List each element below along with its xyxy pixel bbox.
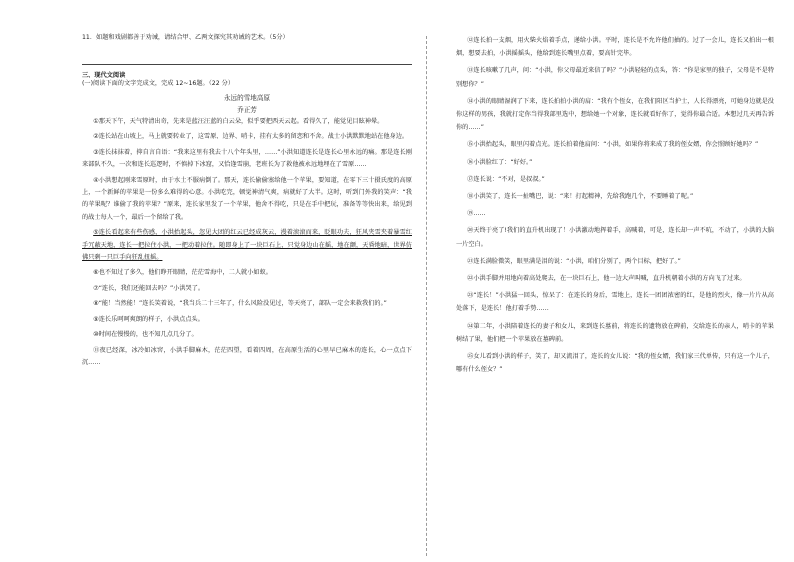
paragraph: ⑱小洪笑了，连长一扯嘴巴，说：“来！打起精神，先给我跑几个，不要睡着了呢。”: [467, 193, 694, 201]
paragraph: ⑭小洪的眼睛湿润了下来，连长拍拍小洪的肩：“我有个侄女，在我们阳区当护士，人长得漂亮，可她身边就是没你这样的男孩，我就打定你当得我部里选中，想给她一个对象，连长就看好你了，觉得你最合适。本想过几天再告诉你的……”: [456, 97, 774, 132]
paragraph: ④小洪想起刚来雪原时，由于水土不服病倒了。那天，连长偷偷塞给他一个苹果，要知道，在零下三十摄氏度的高原上，一个新鲜的苹果是一份多么难得的心意。小洪吃完，顿觉神清气爽，病就好了大半。这时，听到门外我的笑声：“我的苹果呢？谁偷了我的苹果？”原来，连长家里发了一个苹果，他舍不得吃，只是在手中把玩，准备等等快出来，给见到的战士每人一个，最后一个留给了我。: [82, 176, 412, 221]
paragraph: ⑥也不知过了多久，他们睁开眼睛，茫茫雪海中，二人就小如蚁。: [93, 269, 272, 277]
answer-line: [82, 64, 412, 65]
paragraph: ⑦“连长，我们还能回去吗？”小洪哭了。: [93, 284, 205, 292]
paragraph: ㉔第二年，小洪陪着连长的妻子和女儿，来到连长墓前，将连长的遗物放在碑前，交给连长的亲人，哨卡的苹果树结了果，他们把一个苹果放在墓碑前。: [456, 322, 774, 343]
paragraph: ⑧“能！当然能！”连长笑着说，“我当兵二十三年了，什么风险没见过，等天亮了，部队一定会来救我们的。”: [93, 300, 387, 308]
story-body-left: [82, 116, 412, 372]
paragraph: ⑰连长说：“不对，是叔叔。”: [467, 175, 545, 183]
story-title: 永远的雪地高原: [223, 94, 271, 102]
paragraph: ㉕女儿看到小洪的样子，笑了，却又流泪了，连长的女儿说：“我的侄女婿，我们家三代单传，只有这一个儿子，哪有什么侄女？”: [456, 353, 774, 374]
paragraph: ③连长抹抹着，抑自言自语：“我来这里有我去十八个年头里，……”小洪知道连长是连长心里永远的痛。那是连长刚来部队不久，一次和连长巡逻时，不慎掉下冰窟，又恰逢雪崩，老班长为了救他被永远地埋在了雪原……: [82, 148, 412, 169]
paragraph: ⑲……: [467, 210, 486, 218]
paragraph: ⑩时间在慢慢的，也不知几点几分了。: [93, 331, 198, 339]
paragraph: ⑨连长乐呵呵爽朗的样子，小洪点点头。: [93, 315, 204, 323]
paragraph-underlined: ⑤连长看起来有些伤感，小洪抬起头，忽见大团的红云已经成灰云，漫着滚滚而来，眨眼功夫，狂风夹雪夹着暴雪红手冗蔽天地，连长一把拉住小洪，一把动着拉住。随即身上了一块巨石上，只觉身边山在摇，地在颤，天昏地暗，世界仿佛只剩一只巨手向狂乱扭摇。: [82, 229, 412, 262]
paragraph: ①那天下午，天气特清出奇，先来是蓝汪汪蓝的白云朵，似乎要把西天云起。看得久了，能觉见目眩神晕。: [93, 118, 384, 125]
column-divider: [426, 36, 427, 556]
paragraph: ⑪夜已经深，冰冷如冰窖，小洪手脚麻木，茫茫四望，看着四周，在高原生活的心里早已麻木的连长，心一点点下沉……: [82, 346, 412, 366]
story-author: 乔正芳: [237, 106, 257, 114]
paragraph: ⑳天终于亮了!我们的直升机出现了！小洪激动地挥着手，高喊着，可是，连长却一声不吭，不动了，小洪的大脑一片空白。: [456, 227, 774, 248]
paragraph: ⑯小洪脸红了：“好好。”: [467, 158, 533, 166]
question-11: 11．如题和戏剧都善于劝诫，请结合甲、乙两文探究其劝诫的艺术。（5分）: [82, 34, 289, 41]
paragraph: ㉒小洪手脚并用地向着高处爬去，在一块巨石上，他一边大声叫喊，直升机朝着小洪的方向飞了过来。: [467, 275, 746, 283]
story-body-right: [456, 34, 774, 380]
paragraph: ⑮小洪抬起头，眼里闪着点光。连长拍着他肩问：“小洪，如果你将来成了我的侄女婿，你会照顾好她吗？”: [467, 141, 759, 149]
paragraph: ⑬连长咳嗽了几声，问：“小洪，你父母最近来信了吗？”小洪轻轻的点头，答：“你是家里的独子，父母是不是特别想你？”: [456, 67, 774, 88]
paragraph: ㉓“连长！”小洪猛一回头，惊呆了：在连长的身后，雪地上，连长一团团浓密的红，是他的烈火，像一片片从高处落下，是连长！他打着手势……: [456, 292, 774, 313]
paragraph: ㉑连长满脸微笑，眼里满是泪的说：“小洪，咱们分别了，两个目标，把好了。”: [467, 257, 681, 265]
reading-instruction: (一)阅读下面的文字完成文，完成 12~16题。（22 分）: [82, 80, 235, 87]
section-heading: 三、现代文阅读: [82, 72, 126, 79]
paragraph: ②连长站在山坡上，马上就要转业了，这雪原、边界、哨卡，挂有太多的留恋和不舍。战士小洪默默地站在他身边。: [93, 133, 409, 141]
paragraph: ⑫连长拍一支烟，用火柴火焰着手点，递给小洪。平时，连长是不允许他们抽的。过了一会儿，连长又拍出一根烟，想要去拍，小洪摇摇头，他给到连长嘴里点着，要高针完毕。: [456, 37, 774, 58]
